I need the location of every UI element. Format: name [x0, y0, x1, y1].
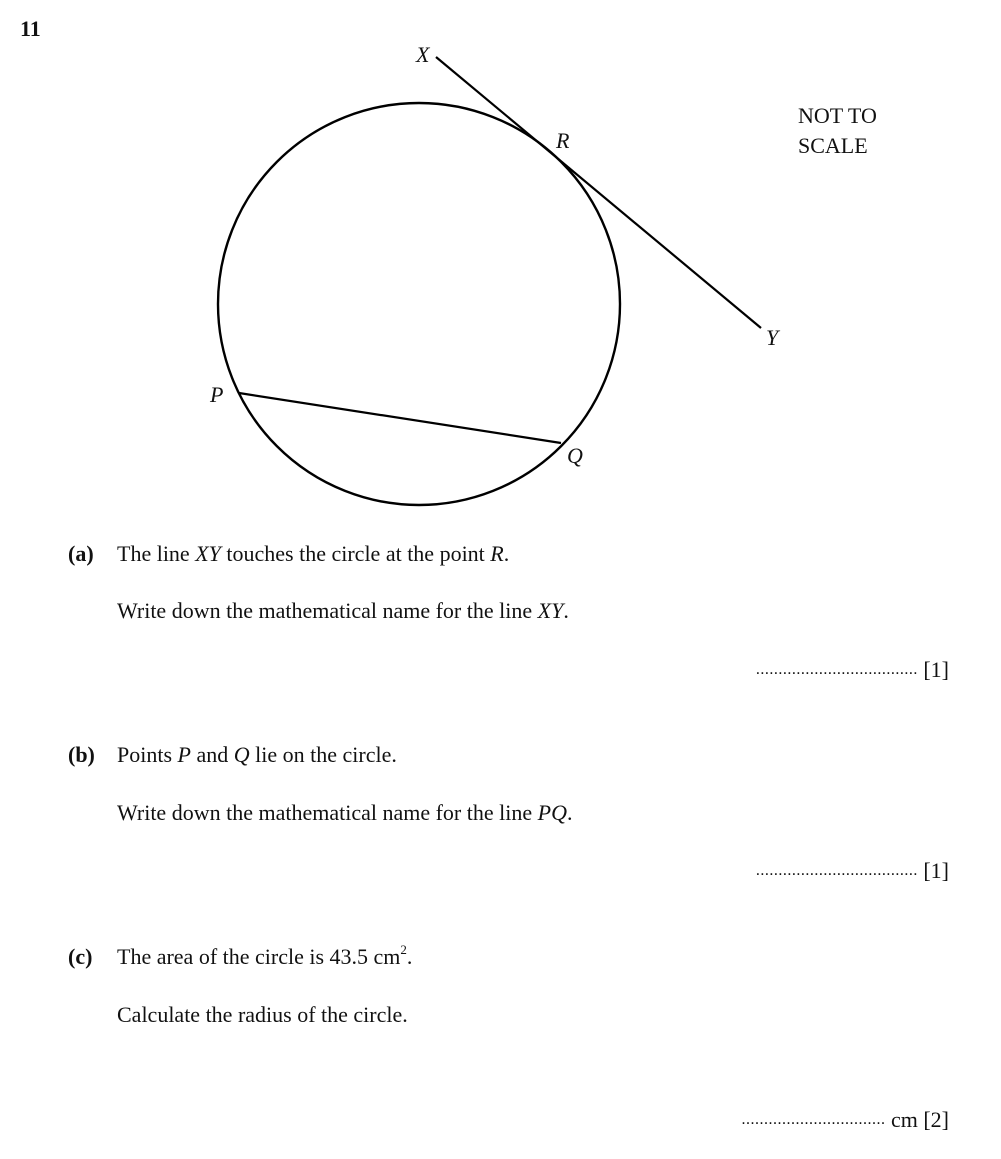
part-c-instruction: Calculate the radius of the circle.: [117, 1002, 408, 1027]
chord-pq: [239, 393, 561, 443]
part-a-answer-line[interactable]: .................................... [1]: [755, 657, 949, 682]
label-q: Q: [567, 443, 583, 468]
part-a-instruction: Write down the mathematical name for the line XY.: [117, 598, 569, 623]
part-a-marks: [1]: [923, 657, 949, 682]
part-a-statement: The line XY touches the circle at the point R.: [117, 541, 510, 566]
part-b-label: (b): [68, 742, 95, 767]
label-y: Y: [766, 325, 779, 350]
part-b-answer-line[interactable]: .................................... [1]: [755, 858, 949, 883]
label-r: R: [556, 128, 570, 153]
not-to-scale-note: NOT TO SCALE: [798, 103, 877, 158]
circle: [218, 103, 620, 505]
circle-diagram: [0, 0, 1001, 520]
part-c-marks: [2]: [923, 1107, 949, 1132]
tangent-line-xy: [436, 57, 761, 328]
part-c-answer-line[interactable]: ................................ cm [2]: [741, 1107, 949, 1132]
part-b-instruction: Write down the mathematical name for the line PQ.: [117, 800, 573, 825]
part-c-label: (c): [68, 944, 93, 969]
question-number: 11: [20, 16, 41, 41]
part-c-unit: cm: [890, 1107, 918, 1132]
label-x: X: [416, 42, 430, 67]
part-a-label: (a): [68, 541, 94, 566]
part-b-marks: [1]: [923, 858, 949, 883]
label-p: P: [210, 382, 224, 407]
part-b-statement: Points P and Q lie on the circle.: [117, 742, 397, 767]
part-c-statement: The area of the circle is 43.5 $cm^2$.: [117, 942, 413, 969]
